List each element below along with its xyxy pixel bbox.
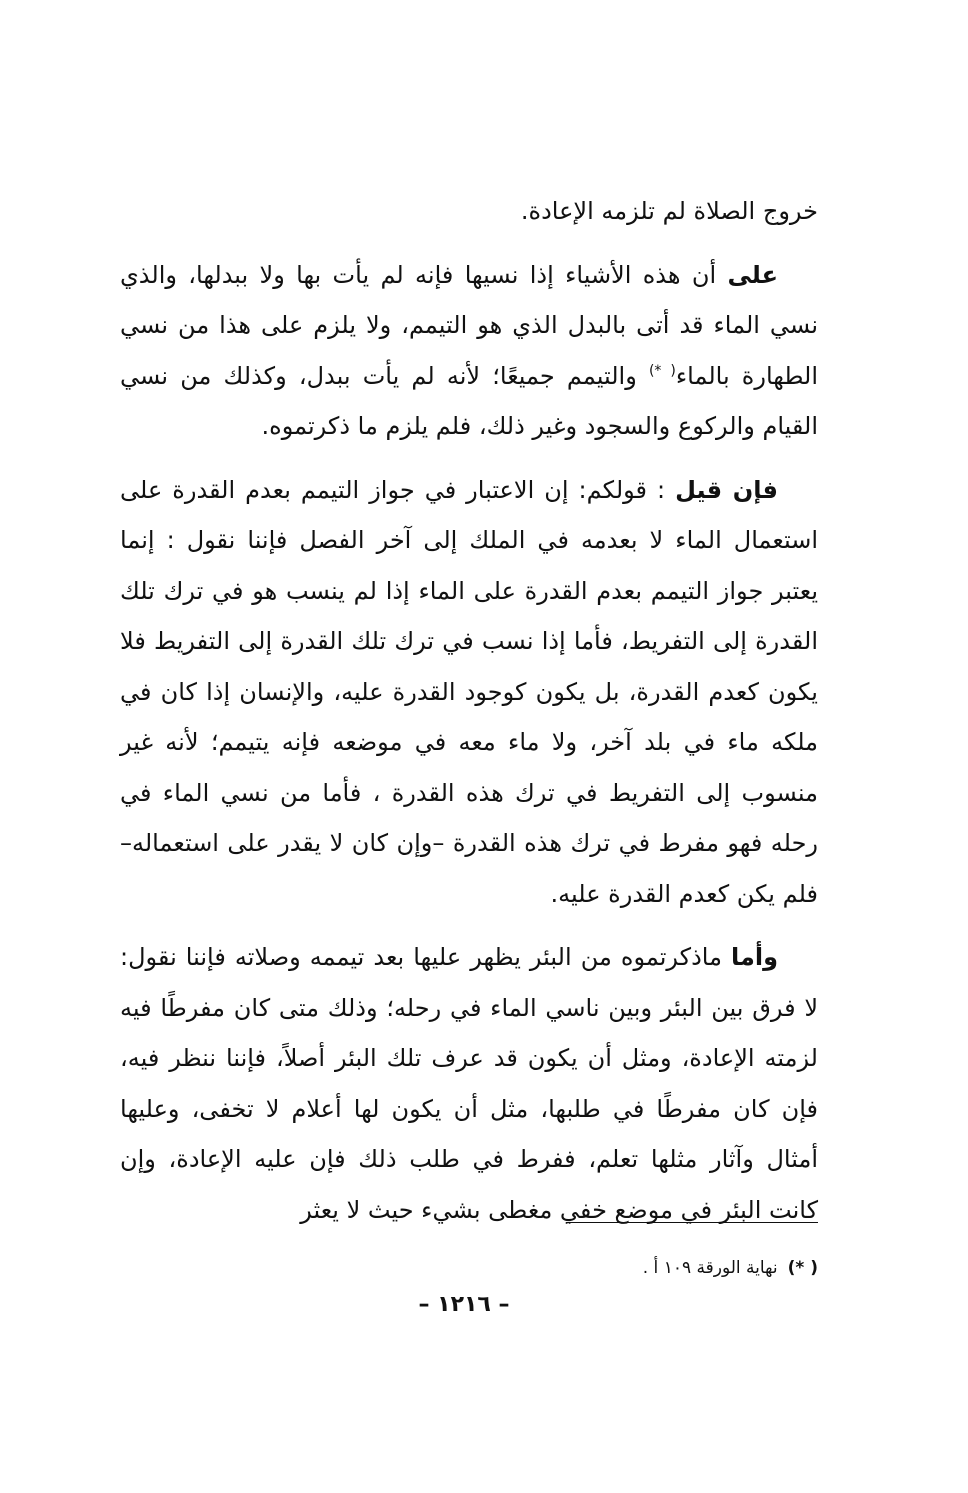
paragraph-4-lead: وأما (730, 943, 778, 971)
footnote-marker: ( *) (648, 362, 676, 379)
paragraph-2 (120, 250, 818, 452)
paragraph-2-lead: على (727, 260, 778, 289)
paragraph-1-text: خروج الصلاة لم تلزمه الإعادة. (520, 197, 818, 225)
paragraph-2-text: أن هذه الأشياء إذا نسيها فإنه لم يأت بها ولا ببدلها، والذي نسي الماء قد أتى بالبدل الذي هو التيمم، ولا يلزم على هذا من نسي الطهارة بالماء (120, 260, 818, 390)
paragraph-2-text-after: والتيمم جميعًا؛ لأنه لم يأت ببدل، وكذلك من نسي القيام والركوع والسجود وغير ذلك، فلم يلزم ما ذكرتموه. (120, 361, 818, 440)
paragraph-4 (120, 932, 818, 1235)
paragraph-3-text: : قولكم: إن الاعتبار في جواز التيمم بعدم القدرة على استعمال الماء لا بعدمه في الملك إلى آخر الفصل فإننا نقول : إنما يعتبر جواز التيمم بعدم القدرة على الماء إذا لم ينسب هو في ترك تلك القدرة إلى التفريط، فأما إذا نسب في ترك تلك القدرة إلى التفريط فلا يكون كعدم القدرة، بل يكون كوجود القدرة عليه، والإنسان إذا كان في ملكه ماء في بلد آخر، ولا ماء معه في موضعه فإنه يتيمم؛ لأنه غير منسوب إلى التفريط في ترك هذه القدرة ، فأما من نسي الماء في رحله فهو مفرط في ترك هذه القدرة –وإن كان لا يقدر على استعماله– فلم يكن كعدم القدرة عليه. (120, 475, 818, 908)
paragraph-3 (120, 465, 818, 920)
page-number: – ١٢١٦ – (418, 1292, 510, 1317)
paragraph-4-text: ماذكرتموه من البئر يظهر عليها بعد تيممه وصلاته فإننا نقول: لا فرق بين البئر وبين ناسي الماء في رحله؛ وذلك متى كان مفرطًا فيه لزمته الإعادة، ومثل أن يكون قد عرف تلك البئر أصلاً، فإننا ننظر فيه، فإن كان مفرطًا في طلبها، مثل أن يكون لها أعلام لا تخفى، وعليها أمثال وآثار مثلها تعلم، ففرط في طلب ذلك فإن عليه الإعادة، وإن كانت البئر في موضع خفي مغطى بشيء حيث لا يعثر (120, 943, 818, 1224)
footnote-symbol: ( *) (787, 1258, 818, 1278)
main-text (120, 186, 818, 1248)
footnote (643, 1258, 818, 1278)
footnote-divider (567, 1222, 818, 1223)
paragraph-3-lead: فإن قيل (675, 475, 778, 504)
paragraph-1 (120, 186, 818, 237)
footnote-text: نهاية الورقة ١٠٩ أ . (642, 1258, 778, 1278)
